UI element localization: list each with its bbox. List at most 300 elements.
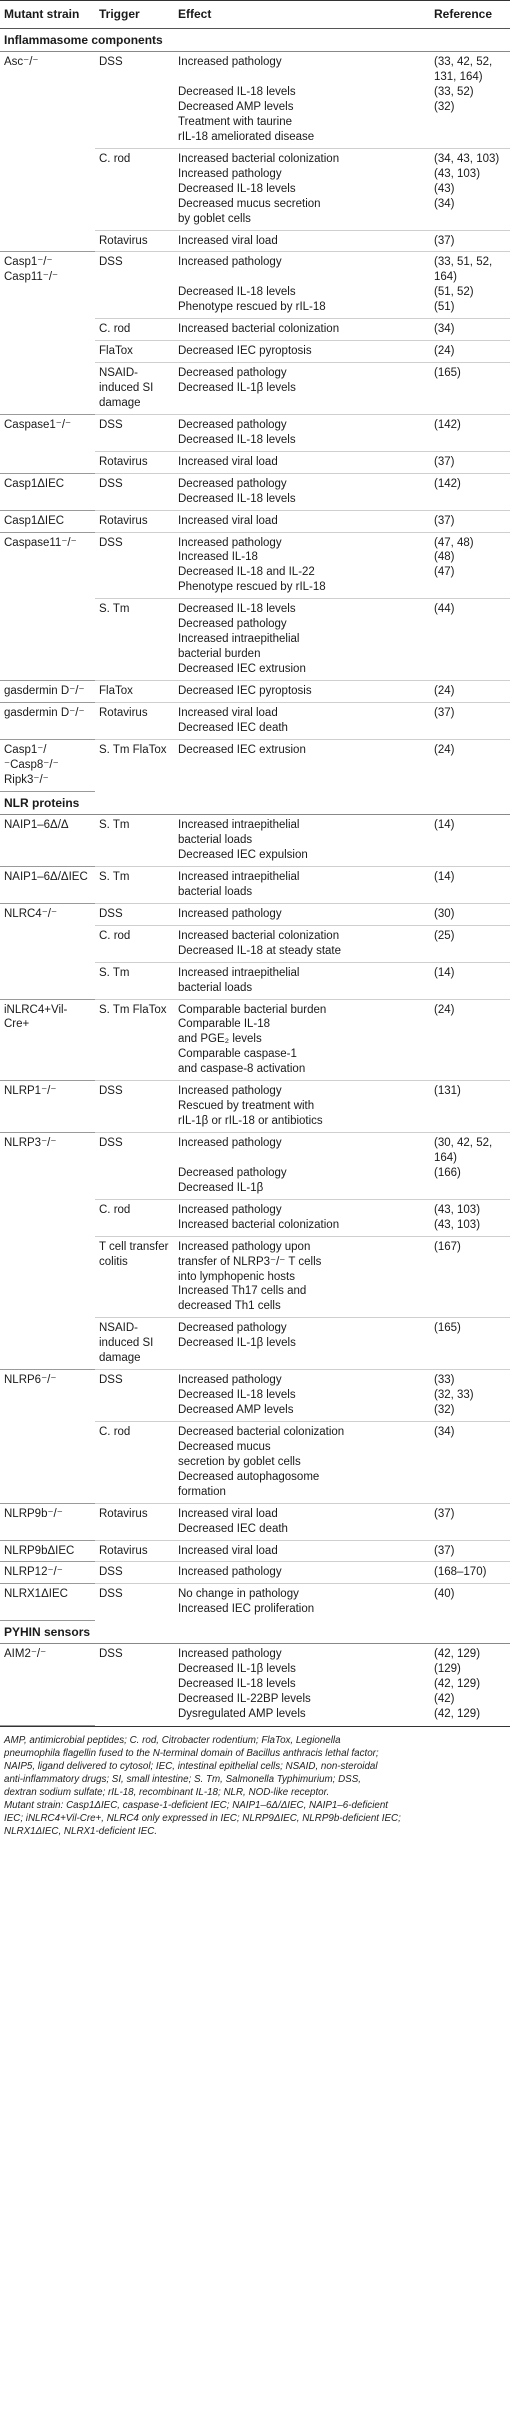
mutant-strain-cell: Casp1⁻/⁻Casp8⁻/⁻ Ripk3⁻/⁻ — [0, 739, 95, 791]
effect-cell — [174, 1540, 430, 1562]
reference-line: (42, 129) — [434, 1648, 481, 1661]
effect-line: Decreased autophagosome — [178, 1470, 320, 1483]
reference-line: (37) — [434, 1507, 455, 1520]
effect-line: into lymphopenic hosts — [178, 1270, 295, 1283]
reference-line — [434, 1099, 506, 1114]
table-row — [0, 414, 510, 451]
trigger-cell: DSS — [95, 414, 174, 451]
effect-cell — [174, 903, 430, 925]
effect-line: Increased pathology — [178, 1648, 282, 1661]
reference-line — [434, 885, 506, 900]
section-row — [0, 1620, 510, 1644]
mutant-strain-cell: Casp1ΔIEC — [0, 510, 95, 532]
reference-line — [434, 1047, 506, 1062]
reference-cell — [430, 341, 510, 363]
effect-cell — [174, 815, 430, 867]
reference-cell — [430, 962, 510, 999]
effect-line — [178, 1151, 426, 1166]
mutant-strain-cell: NLRX1ΔIEC — [0, 1584, 95, 1620]
reference-line: (167) — [434, 1240, 461, 1253]
reference-line: (43, 103) — [434, 1203, 481, 1216]
footnote-line: dextran sodium sulfate; rIL-18, recombinant IL-18; NLR, NOD-like receptor. — [4, 1787, 330, 1799]
effect-line: Decreased IL-1β levels — [178, 382, 296, 394]
effect-line: Phenotype rescued by rIL-18 — [178, 581, 326, 594]
mutant-strain-cell: Asc⁻/⁻ — [0, 52, 95, 252]
reference-line — [434, 848, 506, 863]
effect-line: and PGE₂ levels — [178, 1033, 262, 1046]
table-row — [0, 680, 510, 702]
trigger-cell: FlaTox — [95, 680, 174, 702]
trigger-cell: NSAID-induced SI damage — [95, 1318, 174, 1370]
table-row — [0, 52, 510, 149]
effect-cell — [174, 52, 430, 149]
reference-line — [434, 1032, 506, 1047]
effect-line — [178, 270, 426, 285]
reference-line: (44) — [434, 603, 455, 616]
reference-line — [434, 1485, 506, 1500]
footnote-line: pneumophila flagellin fused to the N-terminal domain of Bacillus anthracis lethal factor; — [4, 1747, 379, 1759]
reference-cell — [430, 1370, 510, 1422]
effect-line: Decreased IL-18 and IL-22 — [178, 566, 315, 579]
reference-line: (14) — [434, 819, 455, 832]
reference-line: (37) — [434, 455, 455, 468]
reference-cell — [430, 1540, 510, 1562]
trigger-cell: DSS — [95, 1584, 174, 1620]
reference-cell — [430, 903, 510, 925]
trigger-cell: Rotavirus — [95, 510, 174, 532]
trigger-cell: S. Tm — [95, 815, 174, 867]
trigger-cell: C. rod — [95, 1199, 174, 1236]
effect-line: Decreased IEC death — [178, 721, 288, 734]
mutant-strain-cell: Casp1⁻/⁻ Casp11⁻/⁻ — [0, 252, 95, 414]
effect-line: Increased pathology — [178, 256, 282, 269]
reference-cell — [430, 532, 510, 599]
reference-line: (47) — [434, 566, 455, 579]
effect-line: Increased bacterial colonization — [178, 929, 340, 942]
trigger-cell: DSS — [95, 1133, 174, 1200]
effect-line: Decreased pathology — [178, 367, 287, 380]
table-row — [0, 1370, 510, 1422]
trigger-cell: S. Tm — [95, 866, 174, 903]
effect-line: Rescued by treatment with — [178, 1100, 315, 1113]
reference-line: (30, 42, 52, — [434, 1137, 493, 1150]
effect-cell — [174, 319, 430, 341]
reference-cell — [430, 1199, 510, 1236]
effect-cell — [174, 252, 430, 319]
reference-line: (48) — [434, 551, 455, 564]
reference-line: (43) — [434, 182, 455, 195]
effect-line: Increased viral load — [178, 455, 278, 468]
reference-line: (166) — [434, 1166, 461, 1179]
table-row — [0, 1644, 510, 1725]
table-row — [0, 739, 510, 791]
effect-line: Decreased IL-18 levels — [178, 603, 296, 616]
reference-line — [434, 1062, 506, 1077]
table-row — [0, 1562, 510, 1584]
effect-line: Decreased IL-18 levels — [178, 182, 296, 195]
effect-line: Increased intraepithelial — [178, 966, 300, 979]
effect-line: Decreased IL-1β levels — [178, 1663, 296, 1676]
trigger-cell: DSS — [95, 532, 174, 599]
effect-cell — [174, 680, 430, 702]
effect-line: Decreased pathology — [178, 477, 287, 490]
trigger-cell: Rotavirus — [95, 451, 174, 473]
reference-line: (42) — [434, 1693, 455, 1706]
reference-line — [434, 1181, 506, 1196]
reference-cell — [430, 866, 510, 903]
reference-line: (37) — [434, 514, 455, 527]
table-row — [0, 510, 510, 532]
effect-cell — [174, 1236, 430, 1318]
reference-line: (25) — [434, 929, 455, 942]
reference-line: (168–170) — [434, 1566, 487, 1579]
reference-line: (131) — [434, 1085, 461, 1098]
trigger-cell: DSS — [95, 473, 174, 510]
effect-line: Decreased bacterial colonization — [178, 1425, 345, 1438]
reference-line — [434, 1336, 506, 1351]
reference-line: (165) — [434, 1322, 461, 1335]
effect-line: Decreased IL-18 levels — [178, 286, 296, 299]
reference-cell — [430, 1584, 510, 1620]
effect-cell — [174, 739, 430, 791]
reference-line: (40) — [434, 1588, 455, 1601]
header-effect: Effect — [174, 1, 430, 29]
reference-line — [434, 1255, 506, 1270]
trigger-cell: DSS — [95, 1562, 174, 1584]
reference-line: (37) — [434, 1544, 455, 1557]
reference-line: (30) — [434, 907, 455, 920]
reference-cell — [430, 1503, 510, 1540]
mutant-strain-cell: Casp1ΔIEC — [0, 473, 95, 510]
trigger-cell: T cell transfer colitis — [95, 1236, 174, 1318]
footnote-line: Mutant strain: Casp1ΔIEC, caspase-1-deficient IEC; NAIP1–6Δ/ΔIEC, NAIP1–6-deficient — [4, 1800, 389, 1812]
table-body — [0, 28, 510, 1725]
header-row — [0, 1, 510, 29]
reference-line: (165) — [434, 367, 461, 380]
reference-line: (32) — [434, 101, 455, 113]
reference-line — [434, 632, 506, 647]
effect-line: No change in pathology — [178, 1588, 299, 1601]
effect-line: Comparable caspase-1 — [178, 1048, 297, 1061]
effect-line: Increased viral load — [178, 234, 278, 247]
reference-line — [434, 721, 506, 736]
reference-line: (14) — [434, 966, 455, 979]
footnote-line: NLRX1ΔIEC, NLRX1-deficient IEC. — [4, 1826, 158, 1838]
table-row — [0, 532, 510, 599]
trigger-cell: S. Tm — [95, 599, 174, 681]
effect-line: Decreased AMP levels — [178, 1404, 294, 1417]
reference-line: (51, 52) — [434, 286, 474, 299]
effect-line: Increased pathology — [178, 907, 282, 920]
effect-line: Increased IEC proliferation — [178, 1603, 315, 1616]
table-row — [0, 1540, 510, 1562]
trigger-cell: Rotavirus — [95, 1503, 174, 1540]
reference-cell — [430, 473, 510, 510]
trigger-cell: C. rod — [95, 319, 174, 341]
reference-line — [434, 1440, 506, 1455]
effect-line: Increased pathology — [178, 167, 282, 180]
table-row — [0, 866, 510, 903]
mutant-strain-cell: NLRP6⁻/⁻ — [0, 1370, 95, 1504]
trigger-cell: Rotavirus — [95, 230, 174, 252]
reference-line: (34) — [434, 323, 455, 336]
reference-line — [434, 833, 506, 848]
trigger-cell: DSS — [95, 1370, 174, 1422]
reference-line: (51) — [434, 301, 455, 314]
effect-line: Decreased pathology — [178, 1322, 287, 1335]
effect-line: Increased viral load — [178, 706, 278, 719]
reference-line: (42, 129) — [434, 1708, 481, 1721]
header-mutant-strain: Mutant strain — [0, 1, 95, 29]
reference-line: (33, 52) — [434, 86, 474, 99]
reference-line: (33, 51, 52, — [434, 256, 493, 269]
reference-cell — [430, 1133, 510, 1200]
reference-line — [434, 981, 506, 996]
effect-cell — [174, 510, 430, 532]
trigger-cell: Rotavirus — [95, 702, 174, 739]
mutant-strain-cell: NLRC4⁻/⁻ — [0, 903, 95, 999]
reference-line — [434, 662, 506, 677]
effect-line: Dysregulated AMP levels — [178, 1708, 306, 1721]
table-row — [0, 702, 510, 739]
reference-line: (24) — [434, 1003, 455, 1016]
reference-line: (24) — [434, 743, 455, 756]
effect-line: Increased viral load — [178, 1544, 278, 1557]
trigger-cell: C. rod — [95, 1421, 174, 1503]
effect-line: Decreased pathology — [178, 1166, 287, 1179]
trigger-cell: C. rod — [95, 148, 174, 230]
reference-cell — [430, 230, 510, 252]
effect-line: Increased viral load — [178, 514, 278, 527]
reference-line — [434, 492, 506, 507]
effect-line: and caspase-8 activation — [178, 1063, 306, 1076]
effect-line: Increased pathology — [178, 1137, 282, 1150]
reference-cell — [430, 319, 510, 341]
reference-line: (142) — [434, 477, 461, 490]
effect-cell — [174, 1644, 430, 1725]
effect-line: Increased pathology — [178, 1374, 282, 1387]
effect-line: Increased pathology upon — [178, 1240, 311, 1253]
trigger-cell: FlaTox — [95, 341, 174, 363]
footnote-line: anti-inflammatory drugs; SI, small intestine; S. Tm, Salmonella Typhimurium; DSS, — [4, 1773, 361, 1785]
effect-line: Increased bacterial colonization — [178, 323, 340, 336]
reference-cell — [430, 815, 510, 867]
effect-cell — [174, 1199, 430, 1236]
reference-line: (142) — [434, 418, 461, 431]
effect-cell — [174, 1562, 430, 1584]
table-row — [0, 1584, 510, 1620]
effect-line: Treatment with taurine — [178, 115, 292, 128]
reference-cell — [430, 739, 510, 791]
effect-line: Phenotype rescued by rIL-18 — [178, 301, 326, 314]
reference-line — [434, 433, 506, 448]
reference-line: 164) — [434, 1151, 458, 1164]
trigger-cell: NSAID-induced SI damage — [95, 363, 174, 415]
reference-cell — [430, 451, 510, 473]
effect-line: Decreased IL-18 levels — [178, 86, 296, 99]
reference-cell — [430, 1236, 510, 1318]
effect-line: Decreased IL-18 levels — [178, 492, 296, 505]
effect-line: Increased pathology — [178, 56, 282, 69]
reference-line — [434, 1522, 506, 1537]
trigger-cell: DSS — [95, 1644, 174, 1725]
effect-line: Decreased pathology — [178, 418, 287, 431]
effect-cell — [174, 1133, 430, 1200]
reference-line: (43, 103) — [434, 1218, 481, 1231]
effect-cell — [174, 999, 430, 1081]
footnote-line: AMP, antimicrobial peptides; C. rod, Citrobacter rodentium; FlaTox, Legionella — [4, 1734, 341, 1746]
effect-line: Decreased IL-18 levels — [178, 433, 296, 446]
effect-cell — [174, 702, 430, 739]
effect-line: Decreased IEC pyroptosis — [178, 684, 312, 697]
reference-line: (42, 129) — [434, 1678, 481, 1691]
effect-line: Increased intraepithelial — [178, 870, 300, 883]
mutant-strain-cell: Caspase1⁻/⁻ — [0, 414, 95, 473]
header-reference: Reference — [430, 1, 510, 29]
mutant-strain-cell: iNLRC4+Vil-Cre+ — [0, 999, 95, 1081]
reference-line — [434, 647, 506, 662]
effect-line: Increased Th17 cells and — [178, 1285, 307, 1298]
effect-cell — [174, 1081, 430, 1133]
trigger-cell: DSS — [95, 1081, 174, 1133]
reference-line — [434, 115, 506, 130]
mutant-strain-cell: Caspase11⁻/⁻ — [0, 532, 95, 680]
mutant-strain-cell: AIM2⁻/⁻ — [0, 1644, 95, 1725]
effect-line: Decreased IL-1β — [178, 1181, 264, 1194]
reference-line: 131, 164) — [434, 71, 483, 84]
reference-cell — [430, 680, 510, 702]
mutant-strain-cell: NLRP1⁻/⁻ — [0, 1081, 95, 1133]
effect-line: Decreased IL-22BP levels — [178, 1693, 311, 1706]
effect-cell — [174, 451, 430, 473]
effect-cell — [174, 1370, 430, 1422]
trigger-cell: C. rod — [95, 925, 174, 962]
reference-line — [434, 1299, 506, 1314]
effect-cell — [174, 599, 430, 681]
reference-line: (24) — [434, 684, 455, 697]
footnote-line: IEC; iNLRC4+Vil-Cre+, NLRC4 only expressed in IEC; NLRP9ΔIEC, NLRP9b-deficient IEC; — [4, 1813, 401, 1825]
reference-line: (37) — [434, 234, 455, 247]
effect-line: Increased bacterial colonization — [178, 1218, 340, 1231]
reference-line: (129) — [434, 1663, 461, 1676]
trigger-cell: DSS — [95, 52, 174, 149]
trigger-cell: S. Tm FlaTox — [95, 999, 174, 1081]
effect-line: Comparable bacterial burden — [178, 1003, 327, 1016]
trigger-cell: S. Tm FlaTox — [95, 739, 174, 791]
reference-cell — [430, 148, 510, 230]
reference-line: (24) — [434, 345, 455, 358]
reference-line: (47, 48) — [434, 536, 474, 549]
mutant-strain-cell: gasdermin D⁻/⁻ — [0, 702, 95, 739]
reference-line: (14) — [434, 870, 455, 883]
reference-line — [434, 1270, 506, 1285]
table-row — [0, 999, 510, 1081]
effect-cell — [174, 962, 430, 999]
trigger-cell: DSS — [95, 252, 174, 319]
effect-cell — [174, 925, 430, 962]
table-row — [0, 1081, 510, 1133]
footnote-line: NAIP5, ligand delivered to cytosol; IEC, intestinal epithelial cells; NSAID, non-steroidal — [4, 1760, 378, 1772]
reference-line: (34) — [434, 1425, 455, 1438]
reference-line — [434, 1602, 506, 1617]
effect-line: Increased pathology — [178, 1566, 282, 1579]
trigger-cell: S. Tm — [95, 962, 174, 999]
effect-line: Decreased mucus secretion — [178, 197, 321, 210]
reference-line — [434, 1455, 506, 1470]
effect-line: Increased pathology — [178, 1085, 282, 1098]
effect-cell — [174, 363, 430, 415]
effect-line: decreased Th1 cells — [178, 1300, 281, 1313]
trigger-cell: DSS — [95, 903, 174, 925]
reference-line: (34, 43, 103) — [434, 152, 500, 165]
mutant-strain-cell: NLRP9b⁻/⁻ — [0, 1503, 95, 1540]
effect-line: Increased pathology — [178, 536, 282, 549]
effect-line: Increased intraepithelial — [178, 633, 300, 646]
reference-line: (32) — [434, 1404, 455, 1417]
mutant-strain-cell: NLRP12⁻/⁻ — [0, 1562, 95, 1584]
effect-line: bacterial burden — [178, 648, 261, 661]
table-row — [0, 903, 510, 925]
section-row — [0, 28, 510, 52]
reference-line: (33) — [434, 1374, 455, 1387]
effect-line: Decreased IEC death — [178, 1522, 288, 1535]
effect-cell — [174, 532, 430, 599]
effect-line: rIL-1β or rIL-18 or antibiotics — [178, 1115, 323, 1128]
mutant-strain-cell: NLRP3⁻/⁻ — [0, 1133, 95, 1370]
effect-line: bacterial loads — [178, 981, 253, 994]
mutant-strain-cell: NAIP1–6Δ/Δ — [0, 815, 95, 867]
effect-line: Decreased IEC pyroptosis — [178, 345, 312, 358]
reference-cell — [430, 252, 510, 319]
reference-cell — [430, 702, 510, 739]
effect-line: Decreased AMP levels — [178, 101, 294, 113]
section-title: PYHIN sensors — [0, 1620, 510, 1644]
reference-cell — [430, 1644, 510, 1725]
effect-line: Decreased IL-18 at steady state — [178, 944, 342, 957]
effect-cell — [174, 473, 430, 510]
effect-cell — [174, 148, 430, 230]
effect-line: Decreased IL-18 levels — [178, 1389, 296, 1402]
section-title: Inflammasome components — [0, 28, 510, 52]
reference-line — [434, 130, 506, 145]
table-footnote — [0, 1726, 510, 1845]
effect-line: Increased intraepithelial — [178, 819, 300, 832]
effect-cell — [174, 230, 430, 252]
mutant-strain-cell: gasdermin D⁻/⁻ — [0, 680, 95, 702]
reference-line: (32, 33) — [434, 1389, 474, 1402]
effect-line: Decreased IEC extrusion — [178, 743, 306, 756]
effect-cell — [174, 1503, 430, 1540]
effect-cell — [174, 866, 430, 903]
effect-line: Decreased IEC extrusion — [178, 663, 306, 675]
reference-cell — [430, 925, 510, 962]
effect-line: Decreased IL-18 levels — [178, 1678, 296, 1691]
effect-line: Increased bacterial colonization — [178, 152, 340, 165]
reference-line — [434, 1114, 506, 1129]
reference-line — [434, 1284, 506, 1299]
reference-line — [434, 212, 506, 227]
table-row — [0, 1503, 510, 1540]
effect-line: transfer of NLRP3⁻/⁻ T cells — [178, 1255, 322, 1268]
reference-cell — [430, 414, 510, 451]
effect-cell — [174, 1584, 430, 1620]
reference-cell — [430, 999, 510, 1081]
effect-line: formation — [178, 1485, 226, 1498]
reference-line: (43, 103) — [434, 167, 481, 180]
reference-cell — [430, 1562, 510, 1584]
mutant-strain-cell: NAIP1–6Δ/ΔIEC — [0, 866, 95, 903]
effect-line: Increased viral load — [178, 1507, 278, 1520]
